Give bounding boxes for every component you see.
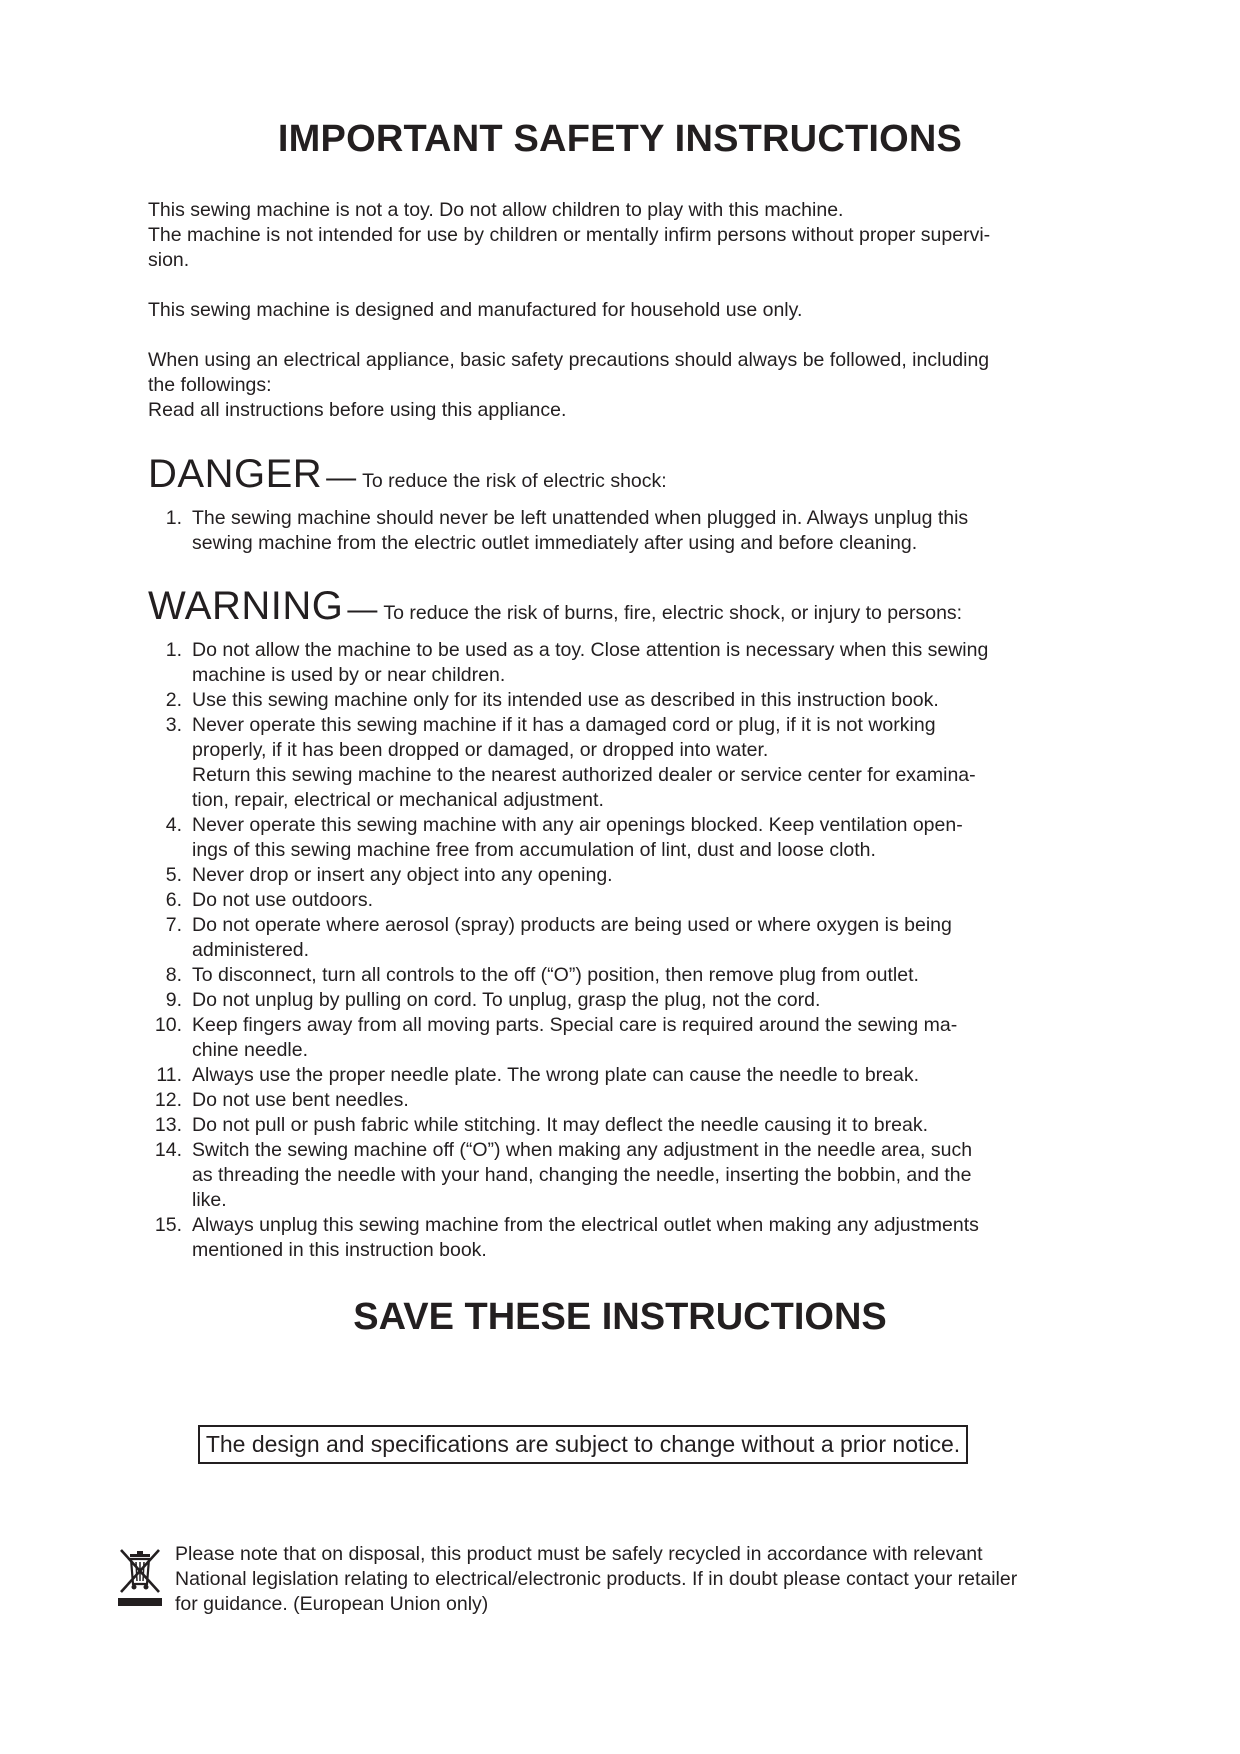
change-notice-box: The design and specifications are subject to change without a prior notice. xyxy=(198,1425,968,1464)
warning-dash: — xyxy=(347,593,378,626)
list-text: Always unplug this sewing machine from the electrical outlet when making any adjustments xyxy=(192,1214,979,1236)
list-text: like. xyxy=(192,1189,227,1211)
list-text: sewing machine from the electric outlet immediately after using and before cleaning. xyxy=(192,532,918,554)
list-number: 3. xyxy=(165,714,182,736)
intro-paragraph-3 xyxy=(148,348,1078,423)
list-item xyxy=(148,506,1048,556)
list-text: tion, repair, electrical or mechanical adjustment. xyxy=(192,789,604,811)
danger-dash: — xyxy=(326,461,357,494)
list-item xyxy=(148,638,1048,688)
danger-list xyxy=(148,506,1048,556)
list-text: To disconnect, turn all controls to the off (“O”) position, then remove plug from outlet. xyxy=(192,964,919,986)
warning-word: WARNING xyxy=(148,584,344,628)
list-number: 5. xyxy=(165,864,182,886)
list-item xyxy=(148,1013,1048,1063)
intro-paragraph-1 xyxy=(148,198,1078,273)
list-text: Always use the proper needle plate. The wrong plate can cause the needle to break. xyxy=(192,1064,920,1086)
intro-line: This sewing machine is not a toy. Do not allow children to play with this machine. xyxy=(148,199,844,221)
list-text: Never operate this sewing machine if it has a damaged cord or plug, if it is not working xyxy=(192,714,936,736)
intro-line: the followings: xyxy=(148,374,272,396)
disposal-line: for guidance. (European Union only) xyxy=(175,1593,489,1615)
list-number: 2. xyxy=(165,689,182,711)
list-item xyxy=(148,963,1048,988)
list-number: 14. xyxy=(154,1139,182,1161)
list-text: Return this sewing machine to the nearest authorized dealer or service center for examina- xyxy=(192,764,976,786)
list-number: 4. xyxy=(165,814,182,836)
page-title: IMPORTANT SAFETY INSTRUCTIONS xyxy=(277,118,963,160)
list-text: mentioned in this instruction book. xyxy=(192,1239,487,1261)
list-number: 1. xyxy=(165,639,182,661)
list-item xyxy=(148,888,1048,913)
list-number: 1. xyxy=(165,507,182,529)
warning-heading xyxy=(148,584,962,629)
list-item xyxy=(148,1138,1048,1213)
list-text: Do not use outdoors. xyxy=(192,889,374,911)
warning-list xyxy=(148,638,1048,1263)
list-text: chine needle. xyxy=(192,1039,309,1061)
intro-line: Read all instructions before using this appliance. xyxy=(148,399,567,421)
list-number: 9. xyxy=(165,989,182,1011)
list-text: Use this sewing machine only for its intended use as described in this instruction book. xyxy=(192,689,939,711)
list-text: ings of this sewing machine free from accumulation of lint, dust and loose cloth. xyxy=(192,839,876,861)
list-text: as threading the needle with your hand, changing the needle, inserting the bobbin, and the xyxy=(192,1164,972,1186)
list-text: Do not pull or push fabric while stitching. It may deflect the needle causing it to break. xyxy=(192,1114,928,1136)
list-item xyxy=(148,863,1048,888)
list-number: 6. xyxy=(165,889,182,911)
intro-line: When using an electrical appliance, basic safety precautions should always be followed, including xyxy=(148,349,990,371)
list-number: 15. xyxy=(154,1214,182,1236)
list-item xyxy=(148,1063,1048,1088)
intro-line: The machine is not intended for use by children or mentally infirm persons without proper supervi- xyxy=(148,224,991,246)
list-number: 10. xyxy=(154,1014,182,1036)
weee-crossed-bin-icon xyxy=(118,1548,162,1606)
list-text: Do not operate where aerosol (spray) products are being used or where oxygen is being xyxy=(192,914,952,936)
list-text: The sewing machine should never be left unattended when plugged in. Always unplug this xyxy=(192,507,969,529)
list-text: Switch the sewing machine off (“O”) when making any adjustment in the needle area, such xyxy=(192,1139,973,1161)
list-text: Never drop or insert any object into any opening. xyxy=(192,864,613,886)
list-text: Do not use bent needles. xyxy=(192,1089,409,1111)
list-item xyxy=(148,688,1048,713)
list-number: 13. xyxy=(154,1114,182,1136)
danger-subtitle: To reduce the risk of electric shock: xyxy=(362,470,667,492)
intro-line: sion. xyxy=(148,249,190,271)
disposal-line: National legislation relating to electrical/electronic products. If in doubt please contact your retailer xyxy=(175,1568,1018,1590)
danger-heading xyxy=(148,452,667,497)
list-text: Keep fingers away from all moving parts. Special care is required around the sewing ma- xyxy=(192,1014,958,1036)
save-instructions-heading: SAVE THESE INSTRUCTIONS xyxy=(353,1296,887,1338)
list-text: machine is used by or near children. xyxy=(192,664,506,686)
list-item xyxy=(148,1213,1048,1263)
list-text: Do not allow the machine to be used as a toy. Close attention is necessary when this sewing xyxy=(192,639,989,661)
list-item xyxy=(148,713,1048,813)
disposal-notice xyxy=(175,1542,1115,1617)
list-item xyxy=(148,813,1048,863)
list-text: properly, if it has been dropped or damaged, or dropped into water. xyxy=(192,739,769,761)
list-item xyxy=(148,1113,1048,1138)
list-text: administered. xyxy=(192,939,310,961)
danger-word: DANGER xyxy=(148,452,323,496)
intro-paragraph-2: This sewing machine is designed and manufactured for household use only. xyxy=(148,299,803,321)
list-number: 8. xyxy=(165,964,182,986)
list-number: 12. xyxy=(154,1089,182,1111)
warning-subtitle: To reduce the risk of burns, fire, electric shock, or injury to persons: xyxy=(383,602,963,624)
list-text: Do not unplug by pulling on cord. To unplug, grasp the plug, not the cord. xyxy=(192,989,821,1011)
list-item xyxy=(148,913,1048,963)
list-text: Never operate this sewing machine with any air openings blocked. Keep ventilation open- xyxy=(192,814,963,836)
disposal-line: Please note that on disposal, this product must be safely recycled in accordance with relevant xyxy=(175,1543,983,1565)
list-item xyxy=(148,1088,1048,1113)
list-number: 7. xyxy=(165,914,182,936)
list-number: 11. xyxy=(156,1064,182,1086)
list-item xyxy=(148,988,1048,1013)
